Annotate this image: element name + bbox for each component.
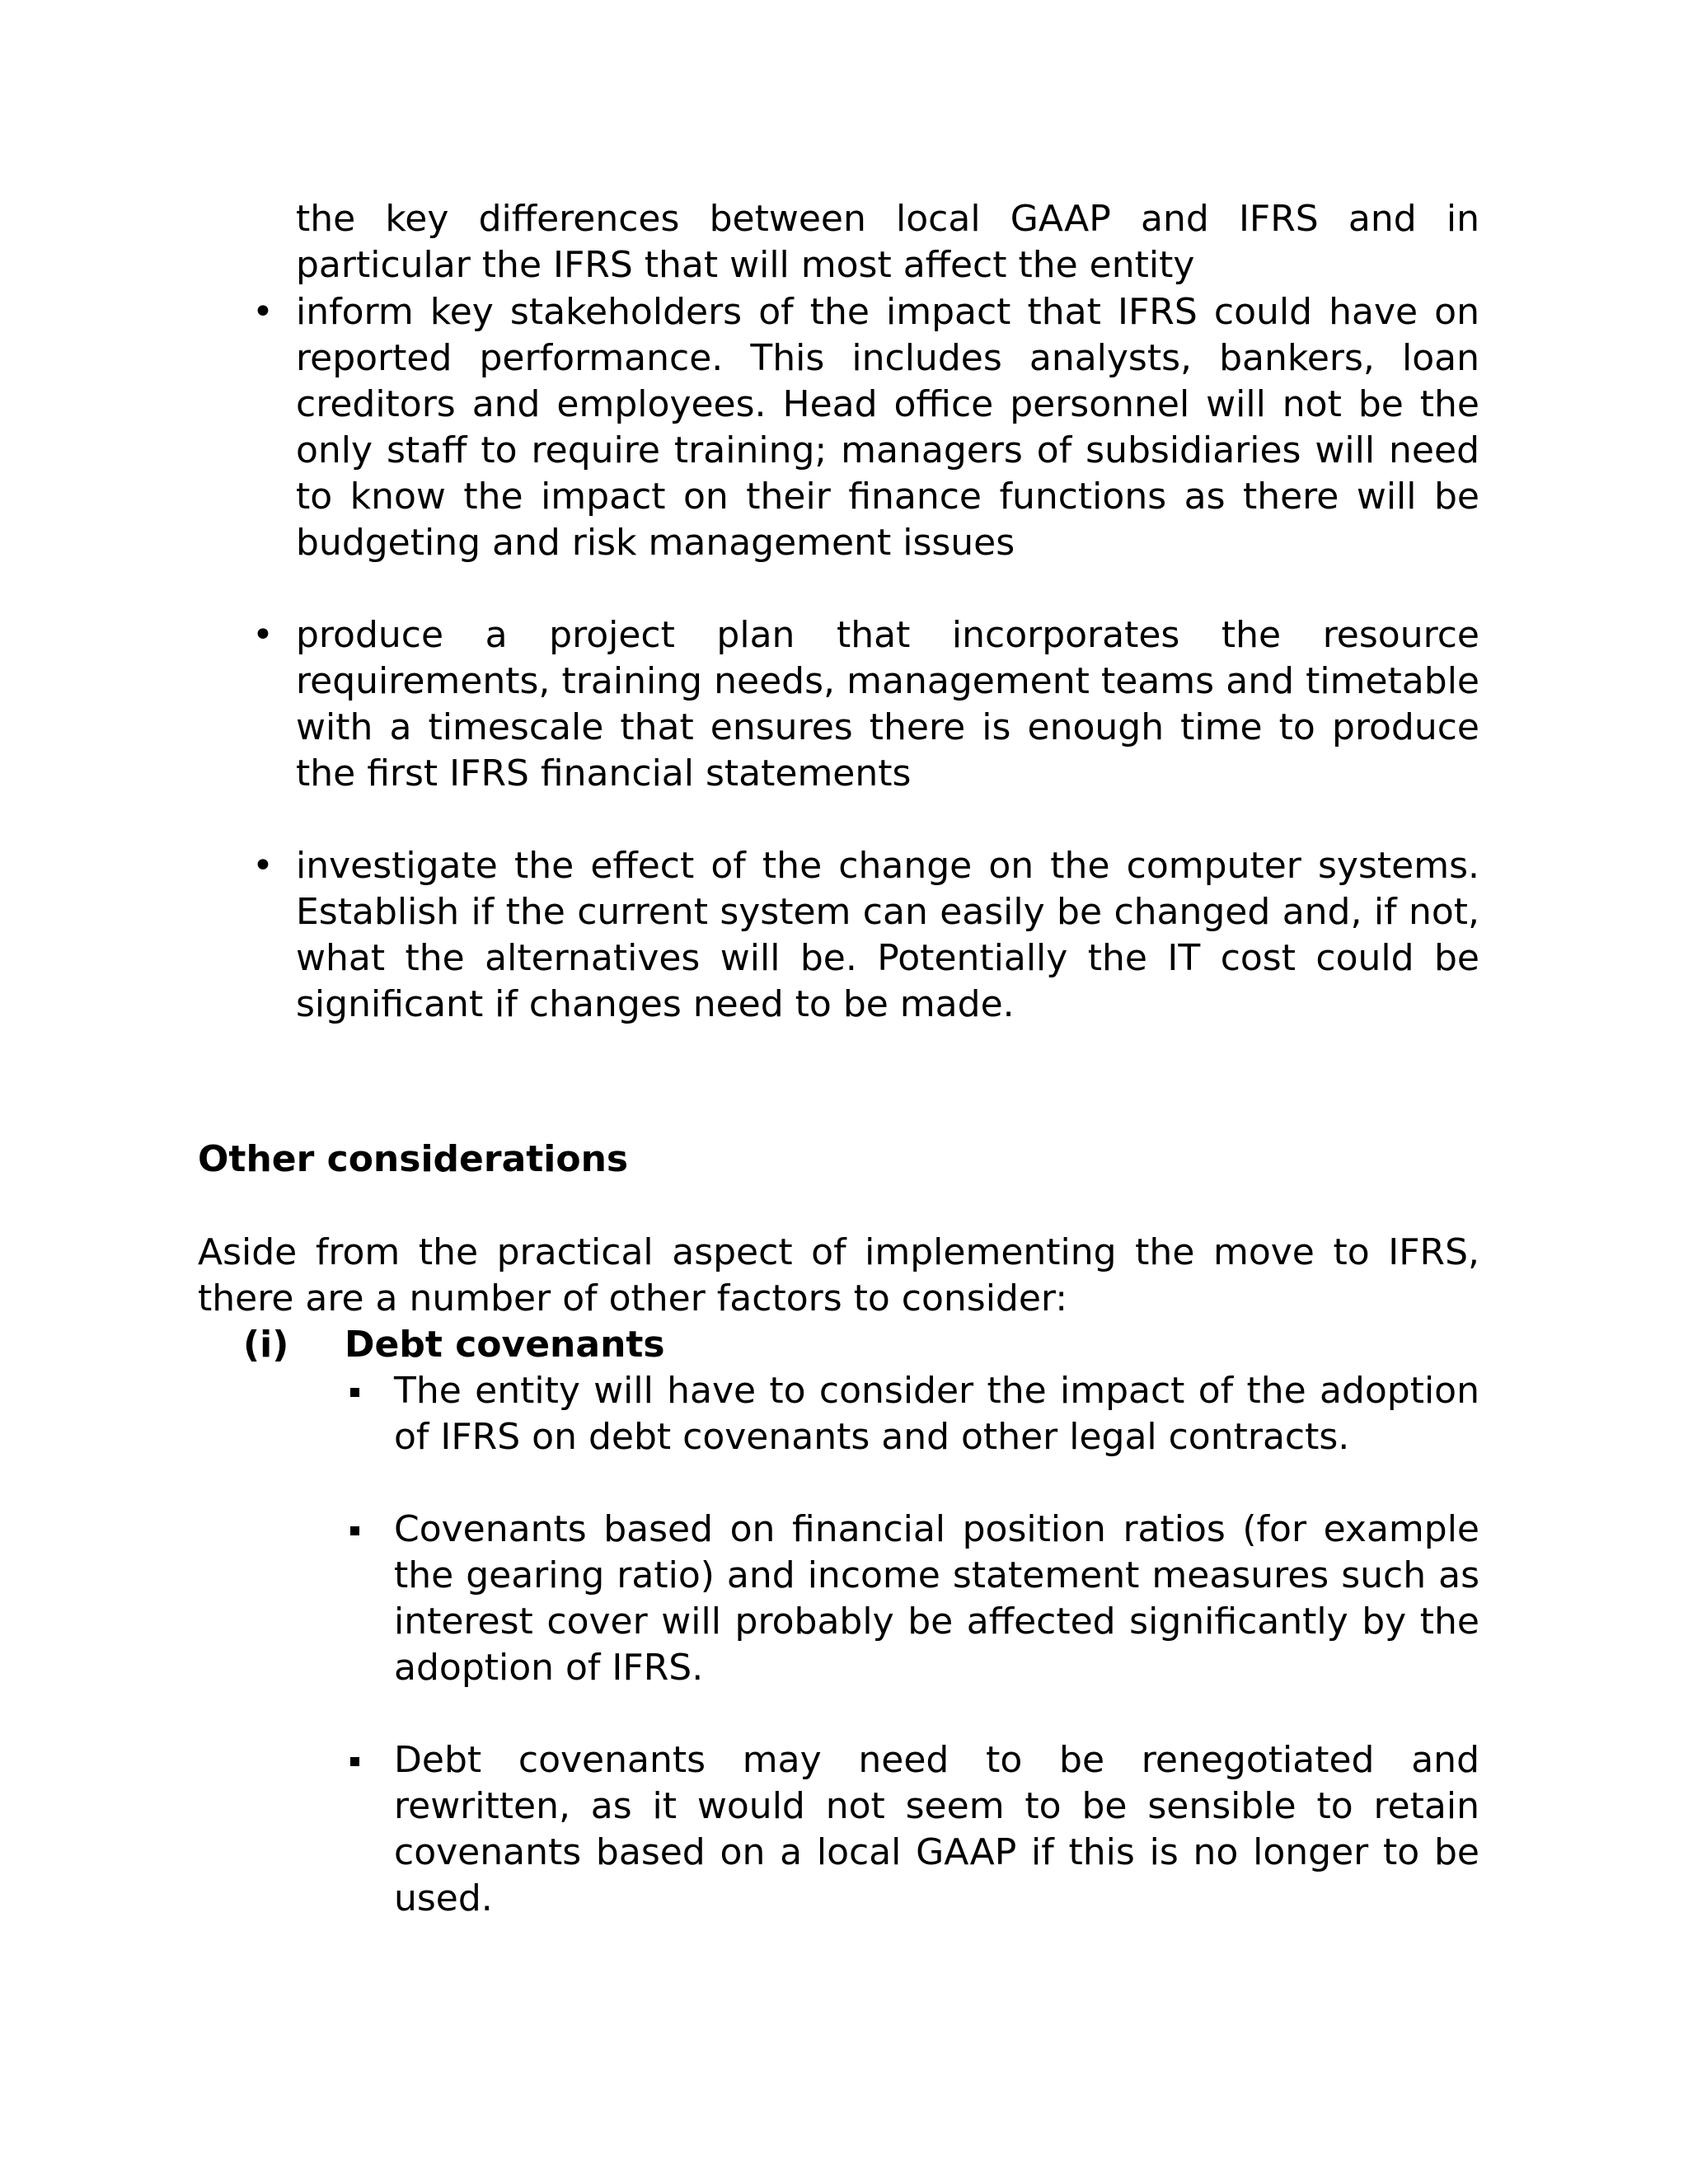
bullet-item	[252, 612, 1479, 797]
subsection-point-list	[394, 1368, 1479, 1968]
point-text: Debt covenants may need to be renegotiated and rewritten, as it would not seem to be sensible to retain covenants based on a local GAAP if this is no longer to be used.	[394, 1739, 1479, 1919]
bullet-text: produce a project plan that incorporates the resource requirements, training needs, management teams and timetable with a timescale that ensures there is enough time to produce the first IFRS financial statements	[296, 614, 1479, 794]
continuation-paragraph: the key differences between local GAAP and IFRS and in particular the IFRS that will most affect the entity	[296, 198, 1479, 286]
subsection-title: Debt covenants	[345, 1324, 665, 1366]
subsection-number: (i)	[243, 1324, 289, 1366]
square-bullet-icon	[350, 1757, 359, 1766]
square-bullet-icon	[350, 1388, 359, 1397]
bullet-dot-icon: •	[252, 614, 274, 656]
bullet-dot-icon: •	[252, 845, 274, 887]
bullet-text: inform key stakeholders of the impact that IFRS could have on reported performance. This includes analysts, bankers, loan creditors and employees. Head office personnel will not be the only staff to require training; managers of subsidiaries will need to know the impact on their finance functions as there will be budgeting and risk management issues	[296, 291, 1479, 564]
subsection-point	[394, 1507, 1479, 1691]
subsection-point	[394, 1737, 1479, 1922]
point-text: The entity will have to consider the impact of the adoption of IFRS on debt covenants and other legal contracts.	[394, 1370, 1479, 1458]
subsection-point	[394, 1368, 1479, 1460]
bullet-item	[252, 289, 1479, 566]
bullet-dot-icon: •	[252, 291, 274, 333]
subsection-heading	[243, 1322, 1479, 1368]
point-text: Covenants based on financial position ratios (for example the gearing ratio) and income statement measures such as interest cover will probably be affected significantly by the adoption of IFRS.	[394, 1508, 1479, 1689]
section-intro: Aside from the practical aspect of implementing the move to IFRS, there are a number of other factors to consider:	[198, 1231, 1479, 1319]
bullet-text: investigate the effect of the change on the computer systems. Establish if the current system can easily be changed and, if not, what the alternatives will be. Potentially the IT cost could be significant if changes need to be made.	[296, 845, 1479, 1025]
section-heading: Other considerations	[198, 1138, 629, 1180]
square-bullet-icon	[350, 1526, 359, 1535]
bullet-item	[252, 843, 1479, 1028]
bullet-list	[252, 289, 1479, 1074]
